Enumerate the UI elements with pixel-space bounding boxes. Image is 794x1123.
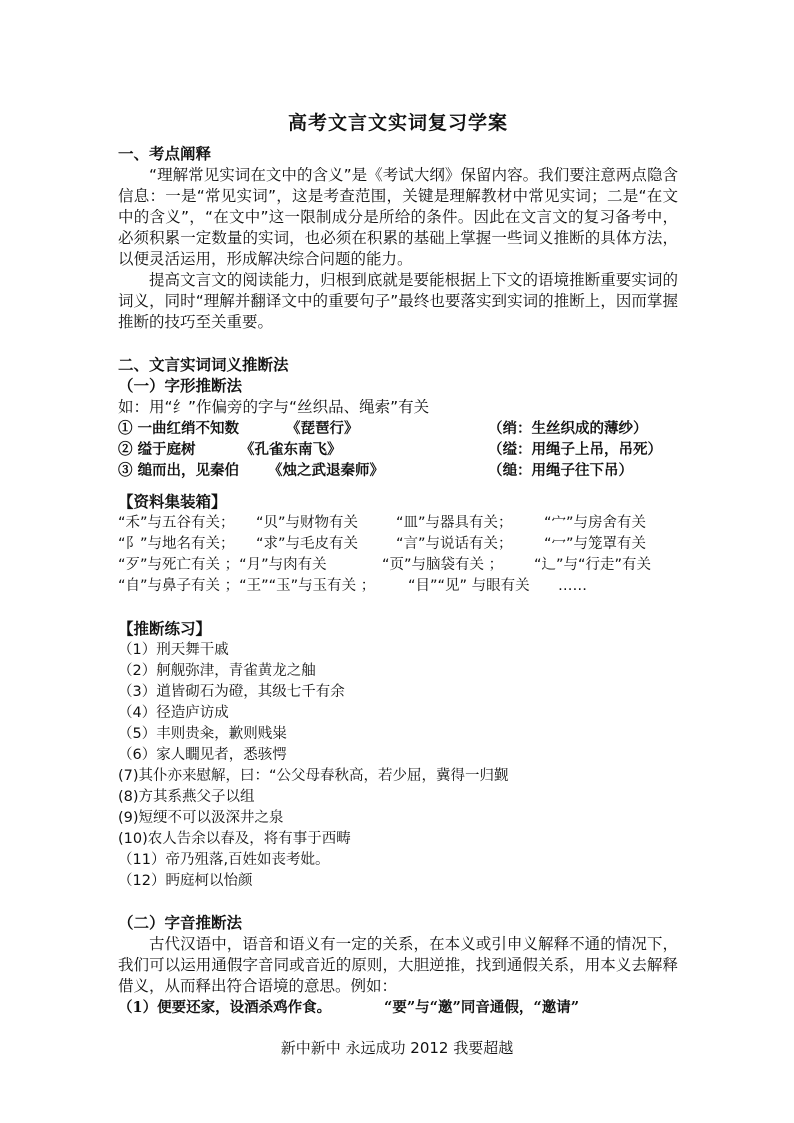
- materials-cell: “言”与说话有关；: [396, 536, 513, 552]
- practice-item: （11）帝乃殂落,百姓如丧考妣。: [118, 852, 330, 868]
- example-text: ① 一曲红绡不知数: [118, 420, 240, 437]
- example-text: （1）便要还家，设酒杀鸡作食。: [118, 999, 332, 1016]
- materials-cell: ……: [558, 578, 587, 594]
- example-note: （缢：用绳子上吊，吊死）: [488, 441, 662, 458]
- practice-item: （6）家人瞯见者，悉骇愕: [118, 747, 287, 763]
- spacer: [118, 597, 678, 618]
- example-note: “要”与“邀”同音通假，“邀请”: [384, 999, 580, 1016]
- materials-cell: “阝”与地名有关；: [118, 536, 235, 552]
- materials-heading: 【资料集装箱】: [118, 493, 227, 511]
- practice-item: （5）丰则贵籴，歉则贱粜: [118, 726, 287, 742]
- spacer: [118, 892, 678, 913]
- subsection-heading: （二）字音推断法: [118, 914, 243, 932]
- materials-cell: “禾”与五谷有关；: [118, 515, 235, 531]
- section-heading-2: 二、文言实词词义推断法: [118, 356, 289, 374]
- materials-row: [118, 513, 678, 534]
- materials-cell: “宀”与房舍有关: [544, 515, 647, 531]
- page-title: 高考文言文实词复习学案: [287, 112, 508, 134]
- materials-cell: “页”与脑袋有关 ；: [382, 557, 504, 573]
- spacer: [118, 481, 678, 491]
- page-footer: 新中新中 永远成功 2012 我要超越: [280, 1039, 514, 1057]
- materials-cell: “求”与毛皮有关: [256, 536, 359, 552]
- materials-cell: “皿”与器具有关；: [396, 515, 513, 531]
- spacer: [118, 333, 678, 354]
- paragraph: 古代汉语中，语音和语义有一定的关系，在本义或引申义解释不通的情况下，我们可以运用通假字音同或音近的原则，大胆逆推，找到通假关系，用本义去解释借义，从而释出符合语境的意思。例如：: [118, 935, 678, 995]
- example-line: [118, 997, 678, 1018]
- paragraph: 提高文言文的阅读能力，归根到底就是要能根据上下文的语境推断重要实词的词义，同时“理解并翻译文中的重要句子”最终也要落实到实词的推断上，因而掌握推断的技巧至关重要。: [118, 271, 678, 331]
- subsection-heading: （一）字形推断法: [118, 377, 243, 395]
- practice-item: （2）舸舰弥津，青雀黄龙之舳: [118, 663, 316, 679]
- practice-item: (7)其仆亦来慰解，曰：“公父母春秋高，若少屈，冀得一归觐: [118, 768, 509, 784]
- example-text: ② 缢于庭树: [118, 441, 196, 458]
- materials-row: [118, 576, 678, 597]
- materials-cell: “目”“见” 与眼有关: [408, 578, 530, 594]
- intro-line: 如：用“纟”作偏旁的字与“丝织品、绳索”有关: [118, 398, 430, 416]
- example-note: （缒：用绳子往下吊）: [488, 462, 633, 479]
- practice-item: （12）眄庭柯以怡颜: [118, 873, 253, 889]
- example-line: [118, 460, 678, 481]
- practice-item: （1）刑天舞干戚: [118, 642, 229, 658]
- paragraph: “理解常见实词在文中的含义”是《考试大纲》保留内容。我们要注意两点隐含信息：一是“常见实词”，这是考查范围，关键是理解教材中常见实词；二是“在文中的含义”，“在文中”这一限制成分是所给的条件。因此在文言文的复习备考中，必须积累一定数量的实词，也必须在积累的基础上掌握一些词义推断的具体方法，以便灵活运用，形成解决综合问题的能力。: [118, 166, 678, 268]
- example-source: 《烛之武退秦师》: [268, 462, 384, 479]
- example-line: [118, 418, 678, 439]
- materials-cell: “自”与鼻子有关 ；“王”“玉”与玉有关 ；: [118, 578, 376, 594]
- practice-heading: 【推断练习】: [118, 620, 212, 638]
- materials-cell: “歹”与死亡有关 ；“月”与肉有关: [118, 557, 327, 573]
- example-source: 《孔雀东南飞》: [240, 441, 342, 458]
- example-line: [118, 439, 678, 460]
- materials-cell: “辶”与“行走”有关: [534, 557, 652, 573]
- practice-item: （4）径造庐访成: [118, 705, 229, 721]
- materials-cell: “冖”与笼罩有关: [544, 536, 647, 552]
- practice-item: (9)短绠不可以汲深井之泉: [118, 810, 284, 826]
- example-source: 《琵琶行》: [286, 420, 359, 437]
- section-heading-1: 一、考点阐释: [118, 145, 212, 163]
- materials-cell: “贝”与财物有关: [256, 515, 359, 531]
- materials-row: [118, 555, 678, 576]
- example-text: ③ 缒而出，见秦伯: [118, 462, 240, 479]
- materials-row: [118, 534, 678, 555]
- example-note: （绡：生丝织成的薄纱）: [488, 420, 648, 437]
- document-page: [118, 100, 678, 1018]
- practice-item: (8)方其系燕父子以组: [118, 789, 255, 805]
- practice-item: (10)农人告余以春及，将有事于西畴: [118, 831, 351, 847]
- practice-item: （3）道皆砌石为磴，其级七千有余: [118, 684, 345, 700]
